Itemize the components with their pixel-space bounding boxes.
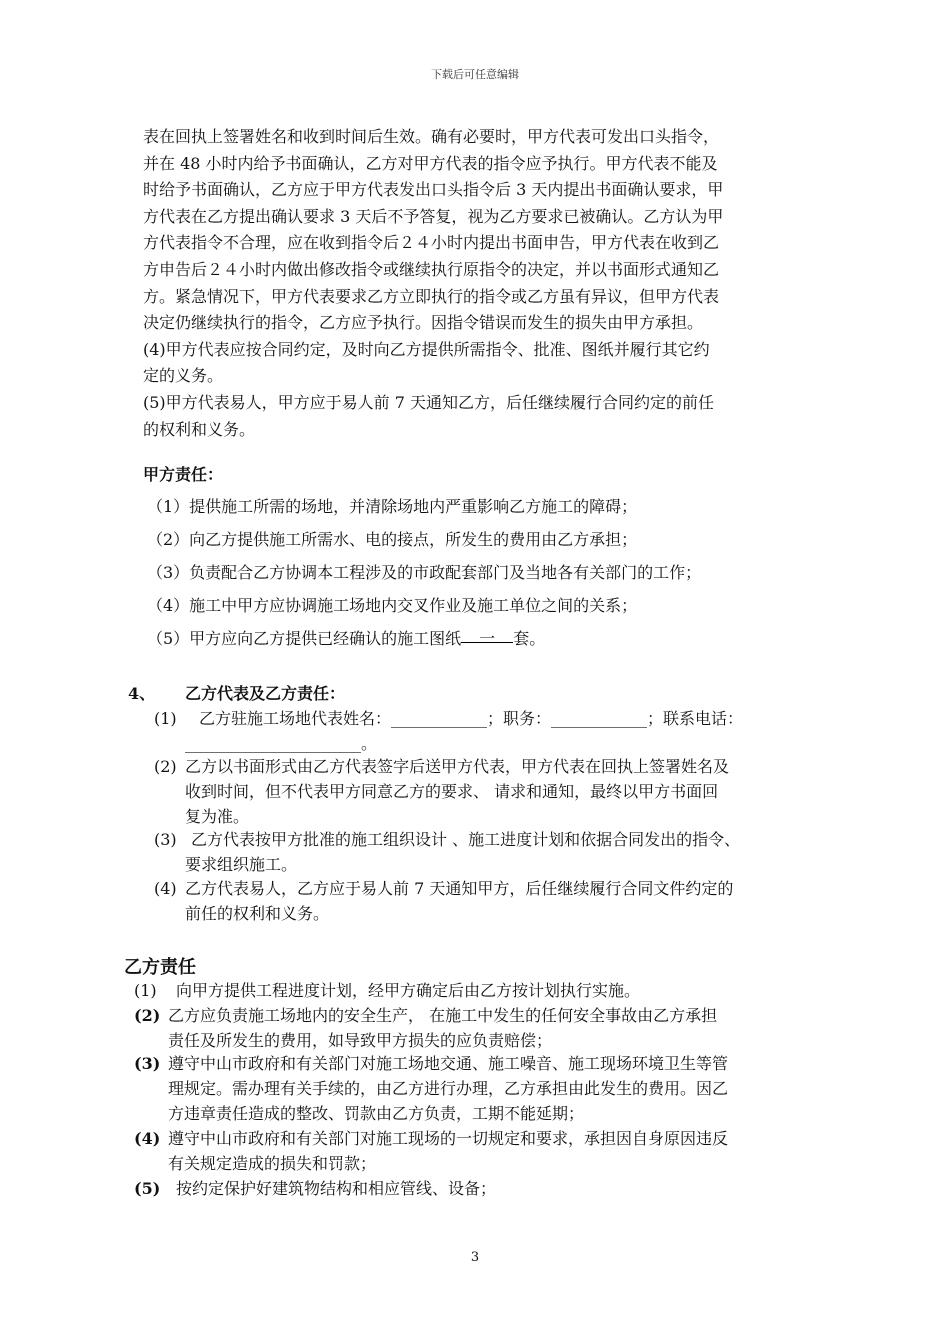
item-line: 收到时间，但不代表甲方同意乙方的要求、 请求和通知，最终以甲方书面回 [185,782,719,801]
paragraph-line: 表在回执上签署姓名和收到时间后生效。确有必要时，甲方代表可发出口头指令， [143,127,720,146]
paragraph-line: 方代表在乙方提出确认要求 3 天后不予答复，视为乙方要求已被确认。乙方认为甲 [143,206,724,226]
list-item: （4）施工中甲方应协调施工场地内交叉作业及施工单位之间的关系； [147,596,638,615]
item-number: (2) [154,757,177,776]
paragraph-line: 方。紧急情况下，甲方代表要求乙方立即执行的指令或乙方虽有异议，但甲方代表 [143,286,720,306]
party-b-heading: 乙方责任 [124,957,196,978]
section4-item [154,876,733,926]
paragraph-line: 方代表指令不合理，应在收到指令后２４小时内提出书面申告，甲方代表在收到乙 [143,233,720,253]
item-number: (5) [134,1179,161,1198]
section4-item [154,827,740,877]
section-number: 4、 [128,684,156,703]
section4-item [154,754,729,829]
item-line: 前任的权利和义务。 [185,904,330,923]
item-number: (4) [134,1129,161,1148]
list-item [147,626,701,652]
party-b-item [134,1126,728,1176]
item-line: 方违章责任造成的整改、罚款由乙方负责，工期不能延期； [168,1104,585,1123]
item-line: 按约定保护好建筑物结构和相应管线、设备； [176,1179,497,1198]
item-line: 理规定。需办理有关手续的，由乙方进行办理，乙方承担由此发生的费用。因乙 [168,1079,729,1098]
item-line: 遵守中山市政府和有关部门对施工现场的一切规定和要求，承担因自身原因违反 [168,1129,729,1148]
list-item: （3）负责配合乙方协调本工程涉及的市政配套部门及当地各有关部门的工作； [147,563,702,582]
item-number: (4) [154,879,177,898]
item-line: 有关规定造成的损失和罚款； [168,1154,377,1173]
item-line: 向甲方提供工程进度计划，经甲方确定后由乙方按计划执行实施。 [176,981,641,1000]
party-a-list [147,494,701,652]
paragraph-line: 并在 48 小时内给予书面确认，乙方对甲方代表的指令应予执行。甲方代表不能及 [143,153,718,173]
page-number: 3 [470,1250,480,1265]
party-a-heading: 甲方责任： [143,465,224,484]
section-title: 乙方代表及乙方责任： [185,684,346,703]
item-line: 乙方驻施工场地代表姓名：____________；职务：____________；联系电话： [199,709,744,728]
item-number: (1) [154,709,177,728]
item-line: 责任及所发生的费用，如导致甲方损失的应负责赔偿； [168,1031,553,1050]
item-line: 乙方代表按甲方批准的施工组织设计 、施工进度计划和依据合同发出的指令、 [191,830,741,849]
item-line: 乙方以书面形式由乙方代表签字后送甲方代表，甲方代表在回执上签署姓名及 [185,757,730,776]
party-b-item [134,978,640,1003]
page-header: 下载后可任意编辑 [431,68,519,81]
item-line: 乙方应负责施工场地内的安全生产， 在施工中发生的任何安全事故由乙方承担 [168,1006,718,1025]
list-item: （1）提供施工所需的场地，并清除场地内严重影响乙方施工的障碍； [147,497,638,516]
item-number: (1) [134,981,157,1000]
party-b-item [134,1176,496,1201]
item-line: ______________________。 [185,734,378,753]
party-b-item [134,1003,717,1053]
item-number: (2) [134,1006,161,1025]
list-item-text: 套。 [513,629,546,648]
list-item-text: （5）甲方应向乙方提供已经确认的施工图纸 [147,629,462,648]
paragraph-line: 决定仍继续执行的指令，乙方应予执行。因指令错误而发生的损失由甲方承担。 [143,313,704,333]
list-item: （2）向乙方提供施工所需水、电的接点，所发生的费用由乙方承担； [147,530,638,549]
section4-item [154,706,743,756]
paragraph-line: 的权利和义务。 [143,419,256,439]
item-line: 遵守中山市政府和有关部门对施工场地交通、施工噪音、施工现场环境卫生等管 [168,1054,729,1073]
top-paragraph [143,124,843,443]
party-b-item [134,1051,728,1126]
paragraph-line: 方申告后２４小时内做出修改指令或继续执行原指令的决定，并以书面形式通知乙 [143,259,720,279]
item-line: 乙方代表易人，乙方应于易人前 7 天通知甲方，后任继续履行合同文件约定的 [185,879,734,898]
paragraph-line: (5)甲方代表易人，甲方应于易人前 7 天通知乙方，后任继续履行合同约定的前任 [143,392,715,412]
item-line: 复为准。 [185,807,250,826]
item-number: (3) [134,1054,161,1073]
item-line: 要求组织施工。 [185,855,298,874]
fill-in-blank: 一 [461,626,513,643]
item-number: (3) [154,830,177,849]
paragraph-line: 时给予书面确认，乙方应于甲方代表发出口头指令后 3 天内提出书面确认要求，甲 [143,180,724,200]
paragraph-line: (4)甲方代表应按合同约定，及时向乙方提供所需指令、批准、图纸并履行其它约 [143,339,710,359]
paragraph-line: 定的义务。 [143,366,224,386]
